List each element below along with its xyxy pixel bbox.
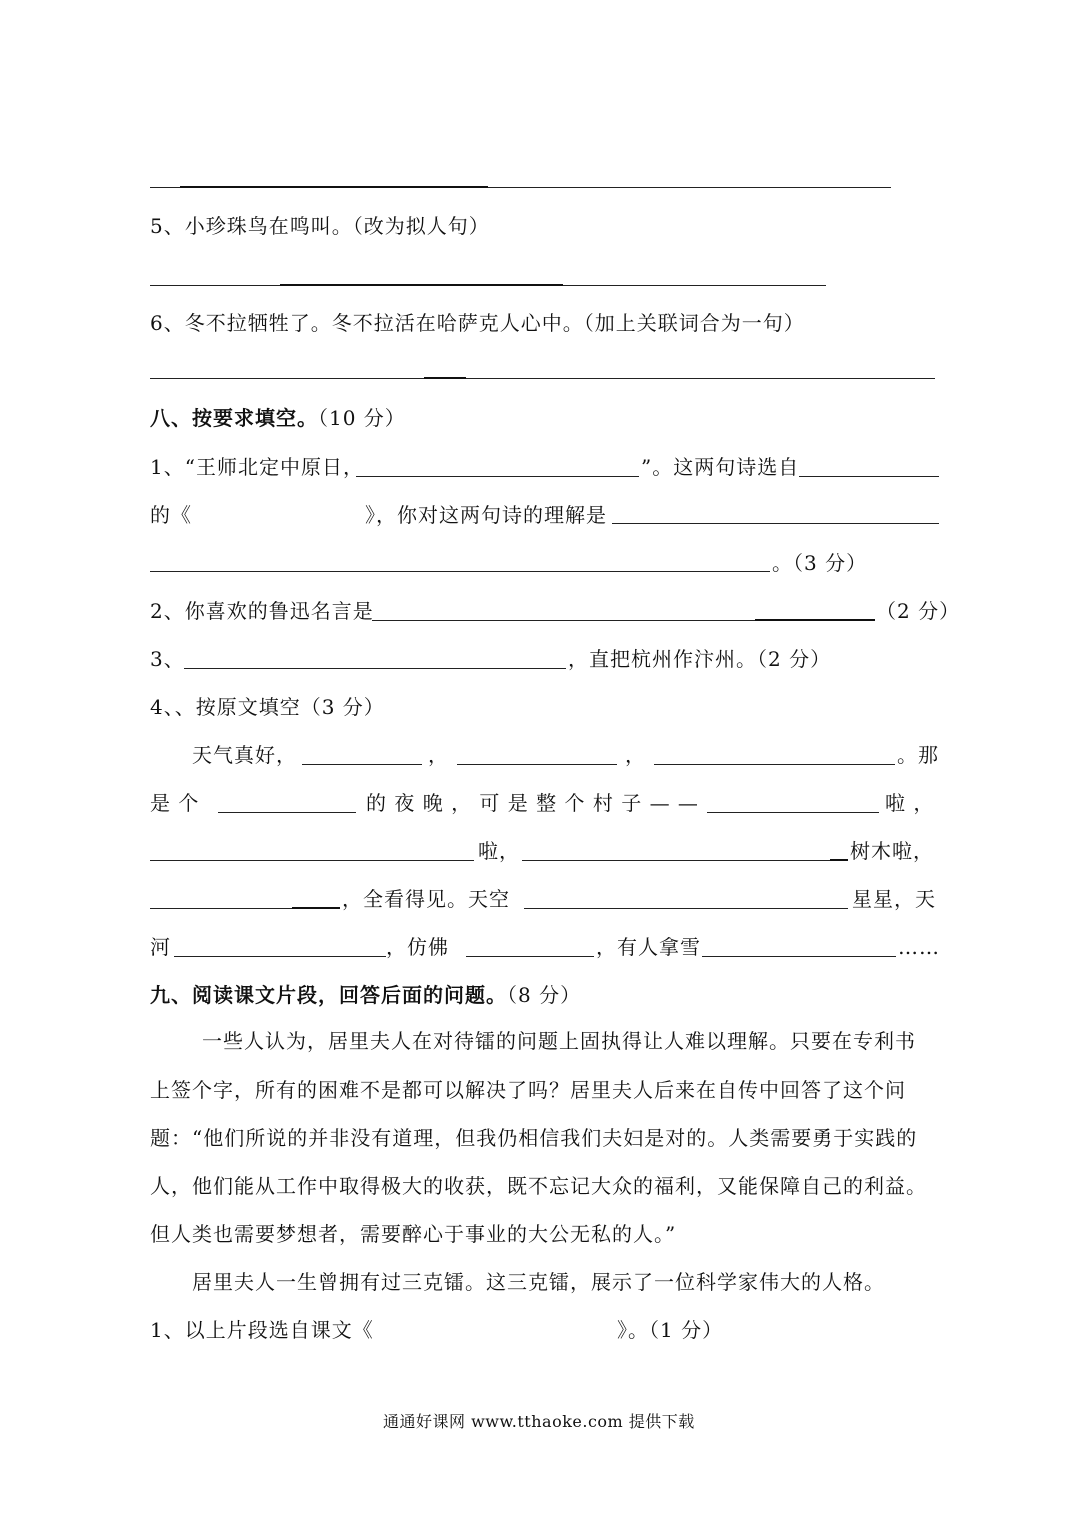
- s8-item4-l5-3: ……: [898, 935, 940, 959]
- s8-item4-l4-1: 星星，天: [852, 887, 936, 911]
- blank[interactable]: [707, 812, 879, 813]
- blank[interactable]: [150, 860, 474, 861]
- passage-line: 题：“他们所说的并非没有道理，但我仍相信我们夫妇是对的。人类需要勇于实践的: [150, 1126, 918, 1150]
- section-9-heading: [150, 985, 581, 1005]
- passage-line: 居里夫人一生曾拥有过三克镭。这三克镭，展示了一位科学家伟大的人格。: [192, 1270, 885, 1294]
- s8-item4-l3-0: 啦，: [478, 839, 520, 863]
- blank[interactable]: [150, 571, 770, 572]
- s8-item4-l2-1: 的 夜 晚 ， 可 是 整 个 村 子 — —: [366, 791, 699, 815]
- answer-line-bold: [180, 186, 488, 188]
- s8-item1-d: 》，你对这两句诗的理解是: [365, 503, 607, 527]
- blank[interactable]: [174, 956, 386, 957]
- answer-line-bold: [424, 377, 466, 379]
- s8-item4-l4-0: ，全看得见。天空: [342, 887, 510, 911]
- footer: 通通好课网 www.tthaoke.com 提供下载: [383, 1412, 695, 1431]
- passage-line: 上签个字，所有的困难不是都可以解决了吗？居里夫人后来在自传中回答了这个问: [150, 1078, 906, 1102]
- section-8-score: （10 分）: [318, 406, 406, 430]
- blank[interactable]: [302, 764, 422, 765]
- s8-item1-e: 。（3 分）: [772, 551, 868, 575]
- answer-line-bold: [830, 859, 848, 861]
- s8-item4-l5-2: ，有人拿雪: [596, 935, 701, 959]
- passage-line: 人，他们能从工作中取得极大的收获，既不忘记大众的福利，又能保障自己的利益。: [150, 1174, 927, 1198]
- s8-item4-l3-1: 树木啦，: [850, 839, 934, 863]
- blank[interactable]: [612, 523, 939, 524]
- s8-item3-a: 3、: [150, 647, 185, 671]
- blank[interactable]: [524, 908, 848, 909]
- s8-item4-l2-0: 是 个: [150, 791, 200, 815]
- s8-item2-a: 2、你喜欢的鲁迅名言是: [150, 599, 374, 623]
- question-6: 6、冬不拉牺牲了。冬不拉活在哈萨克人心中。（加上关联词合为一句）: [150, 311, 805, 335]
- s8-item4-l1-1: ，: [428, 743, 449, 767]
- s8-item4-l1-3: 。那: [897, 743, 939, 767]
- blank[interactable]: [466, 956, 594, 957]
- section-9-title: 九、阅读课文片段，回答后面的问题。: [150, 983, 507, 1007]
- s8-item4-l5-1: ，仿佛: [386, 935, 449, 959]
- answer-line: [150, 378, 935, 379]
- s8-item4-l5-0: 河: [150, 935, 171, 959]
- s9-q1-b: 》。（1 分）: [617, 1318, 724, 1342]
- blank[interactable]: [799, 476, 939, 477]
- s8-item4-title: 4、、按原文填空（3 分）: [150, 695, 385, 719]
- question-5: 5、小珍珠鸟在鸣叫。（改为拟人句）: [150, 214, 490, 238]
- s8-item1-c: 的《: [150, 503, 192, 527]
- section-8-heading: [150, 408, 406, 428]
- s8-item1-a: 1、“王师北定中原日，: [150, 455, 364, 479]
- s9-q1-a: 1、以上片段选自课文《: [150, 1318, 374, 1342]
- passage-line: 一些人认为，居里夫人在对待镭的问题上固执得让人难以理解。只要在专利书: [202, 1029, 916, 1053]
- s8-item1-b: ”。这两句诗选自: [641, 455, 800, 479]
- blank[interactable]: [356, 476, 639, 477]
- s8-item4-l2-2: 啦 ，: [885, 791, 935, 815]
- section-8-title: 八、按要求填空。: [150, 406, 318, 430]
- blank[interactable]: [457, 764, 617, 765]
- s8-item3-b: ，直把杭州作汴州。（2 分）: [568, 647, 832, 671]
- section-9-score: （8 分）: [507, 983, 582, 1007]
- blank[interactable]: [184, 668, 566, 669]
- blank[interactable]: [522, 860, 848, 861]
- blank[interactable]: [218, 812, 356, 813]
- blank[interactable]: [654, 764, 895, 765]
- answer-line-bold: [292, 907, 340, 909]
- s8-item4-l1-0: 天气真好，: [192, 743, 297, 767]
- s8-item4-l1-2: ，: [625, 743, 646, 767]
- answer-line-bold: [755, 619, 875, 621]
- passage-line: 但人类也需要梦想者，需要醉心于事业的大公无私的人。”: [150, 1222, 677, 1246]
- answer-line-bold: [280, 284, 563, 286]
- s8-item2-b: （2 分）: [876, 599, 961, 623]
- blank[interactable]: [702, 956, 896, 957]
